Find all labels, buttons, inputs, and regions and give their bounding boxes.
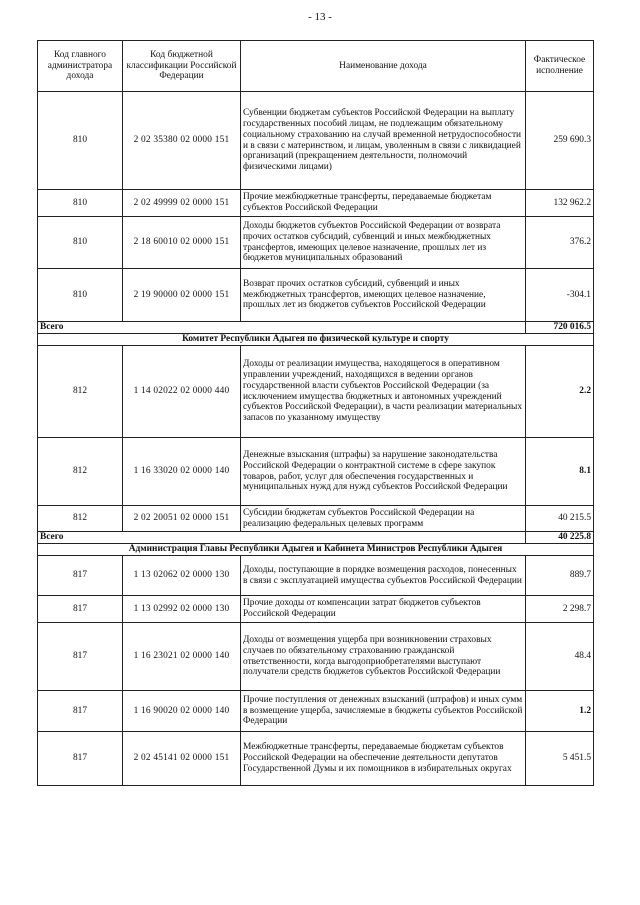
income-name-cell: Доходы, поступающие в порядке возмещения расходов, понесенных в связи с эксплуатацией имущества субъектов Российской Федерации (241, 556, 526, 596)
budget-code-cell: 2 02 45141 02 0000 151 (123, 732, 241, 786)
admin-code-cell: 817 (38, 556, 123, 596)
amount-cell: 2 298.7 (526, 596, 594, 623)
admin-code-cell: 812 (38, 506, 123, 532)
admin-code-cell: 817 (38, 691, 123, 732)
section-title: Комитет Республики Адыгея по физической культуре и спорту (38, 334, 594, 346)
income-name-cell: Межбюджетные трансферты, передаваемые бюджетам субъектов Российской Федерации на обеспечение деятельности депутатов Государственной Думы и их помощников в избирательных округах (241, 732, 526, 786)
admin-code-cell: 812 (38, 438, 123, 506)
budget-code-cell: 1 16 90020 02 0000 140 (123, 691, 241, 732)
budget-code-cell: 1 13 02062 02 0000 130 (123, 556, 241, 596)
income-name-cell: Денежные взыскания (штрафы) за нарушение законодательства Российской Федерации о контрактной системе в сфере закупок товаров, работ, услуг для обеспечения государственных и муниципальных нужд для нужд субъектов Российской Федерации (241, 438, 526, 506)
admin-code-cell: 812 (38, 346, 123, 438)
table-header-row (38, 41, 594, 92)
total-amount: 720 016.5 (526, 322, 594, 334)
budget-code-cell: 2 02 35380 02 0000 151 (123, 92, 241, 190)
budget-code-cell: 1 13 02992 02 0000 130 (123, 596, 241, 623)
budget-code-cell: 1 16 23021 02 0000 140 (123, 623, 241, 691)
budget-code-cell: 2 02 20051 02 0000 151 (123, 506, 241, 532)
admin-code-cell: 817 (38, 596, 123, 623)
section-header-row (38, 334, 594, 346)
income-name-cell: Доходы от реализации имущества, находящегося в оперативном управлении учреждений, находящихся в ведении органов государственной власти субъектов Российской Федерации (за исключением имущества бюджетных и автономных учреждений субъектов Российской Федерации), в части реализации материальных запасов по указанному имуществу (241, 346, 526, 438)
income-name-cell: Прочие поступления от денежных взысканий (штрафов) и иных сумм в возмещение ущерба, зачисляемые в бюджеты субъектов Российской Федерации (241, 691, 526, 732)
total-amount: 40 225.8 (526, 532, 594, 544)
income-name-cell: Возврат прочих остатков субсидий, субвенций и иных межбюджетных трансфертов, имеющих целевое назначение, прошлых лет из бюджетов субъектов Российской Федерации (241, 269, 526, 322)
page-number: - 13 - (308, 11, 332, 23)
table-row (38, 190, 594, 217)
income-name-cell: Прочие межбюджетные трансферты, передаваемые бюджетам субъектов Российской Федерации (241, 190, 526, 217)
amount-cell: 48.4 (526, 623, 594, 691)
income-name-cell: Доходы бюджетов субъектов Российской Федерации от возврата прочих остатков субсидий, субвенций и иных межбюджетных трансфертов, имеющих целевое назначение, прошлых лет из бюджетов муниципальных образований (241, 217, 526, 269)
table-row (38, 438, 594, 506)
budget-code-cell: 2 18 60010 02 0000 151 (123, 217, 241, 269)
amount-cell: 8.1 (526, 438, 594, 506)
column-header-actual: Фактическое исполнение (526, 41, 594, 92)
table-row (38, 691, 594, 732)
admin-code-cell: 810 (38, 190, 123, 217)
table-row (38, 556, 594, 596)
amount-cell: 132 962.2 (526, 190, 594, 217)
table-row (38, 623, 594, 691)
table-row (38, 269, 594, 322)
amount-cell: -304.1 (526, 269, 594, 322)
section-header-row (38, 544, 594, 556)
budget-code-cell: 1 16 33020 02 0000 140 (123, 438, 241, 506)
column-header-income-name: Наименование дохода (241, 41, 526, 92)
table-row (38, 732, 594, 786)
total-label: Всего (38, 532, 526, 544)
amount-cell: 889.7 (526, 556, 594, 596)
admin-code-cell: 810 (38, 92, 123, 190)
income-table (37, 40, 594, 786)
income-name-cell: Субсидии бюджетам субъектов Российской Федерации на реализацию федеральных целевых программ (241, 506, 526, 532)
amount-cell: 40 215.5 (526, 506, 594, 532)
total-row (38, 322, 594, 334)
income-name-cell: Субвенции бюджетам субъектов Российской Федерации на выплату государственных пособий лицам, не подлежащим обязательному социальному страхованию на случай временной нетрудоспособности и в связи с материнством, и лицам, уволенным в связи с ликвидацией организаций (прекращением деятельности, полномочий физическими лицами) (241, 92, 526, 190)
total-row (38, 532, 594, 544)
budget-code-cell: 2 19 90000 02 0000 151 (123, 269, 241, 322)
budget-code-cell: 2 02 49999 02 0000 151 (123, 190, 241, 217)
admin-code-cell: 810 (38, 269, 123, 322)
total-label: Всего (38, 322, 526, 334)
admin-code-cell: 817 (38, 732, 123, 786)
column-header-budget-code: Код бюджетной классификации Российской Федерации (123, 41, 241, 92)
amount-cell: 1.2 (526, 691, 594, 732)
amount-cell: 2.2 (526, 346, 594, 438)
income-name-cell: Прочие доходы от компенсации затрат бюджетов субъектов Российской Федерации (241, 596, 526, 623)
budget-code-cell: 1 14 02022 02 0000 440 (123, 346, 241, 438)
income-name-cell: Доходы от возмещения ущерба при возникновении страховых случаев по обязательному страхованию гражданской ответственности, когда выгодоприобретателями выступают получатели средств бюджетов субъектов Российской Федерации (241, 623, 526, 691)
admin-code-cell: 817 (38, 623, 123, 691)
column-header-admin-code: Код главного администратора дохода (38, 41, 123, 92)
table-row (38, 506, 594, 532)
amount-cell: 259 690.3 (526, 92, 594, 190)
section-title: Администрация Главы Республики Адыгея и Кабинета Министров Республики Адыгея (38, 544, 594, 556)
admin-code-cell: 810 (38, 217, 123, 269)
table-row (38, 346, 594, 438)
table-row (38, 92, 594, 190)
table-row (38, 596, 594, 623)
table-row (38, 217, 594, 269)
amount-cell: 376.2 (526, 217, 594, 269)
amount-cell: 5 451.5 (526, 732, 594, 786)
